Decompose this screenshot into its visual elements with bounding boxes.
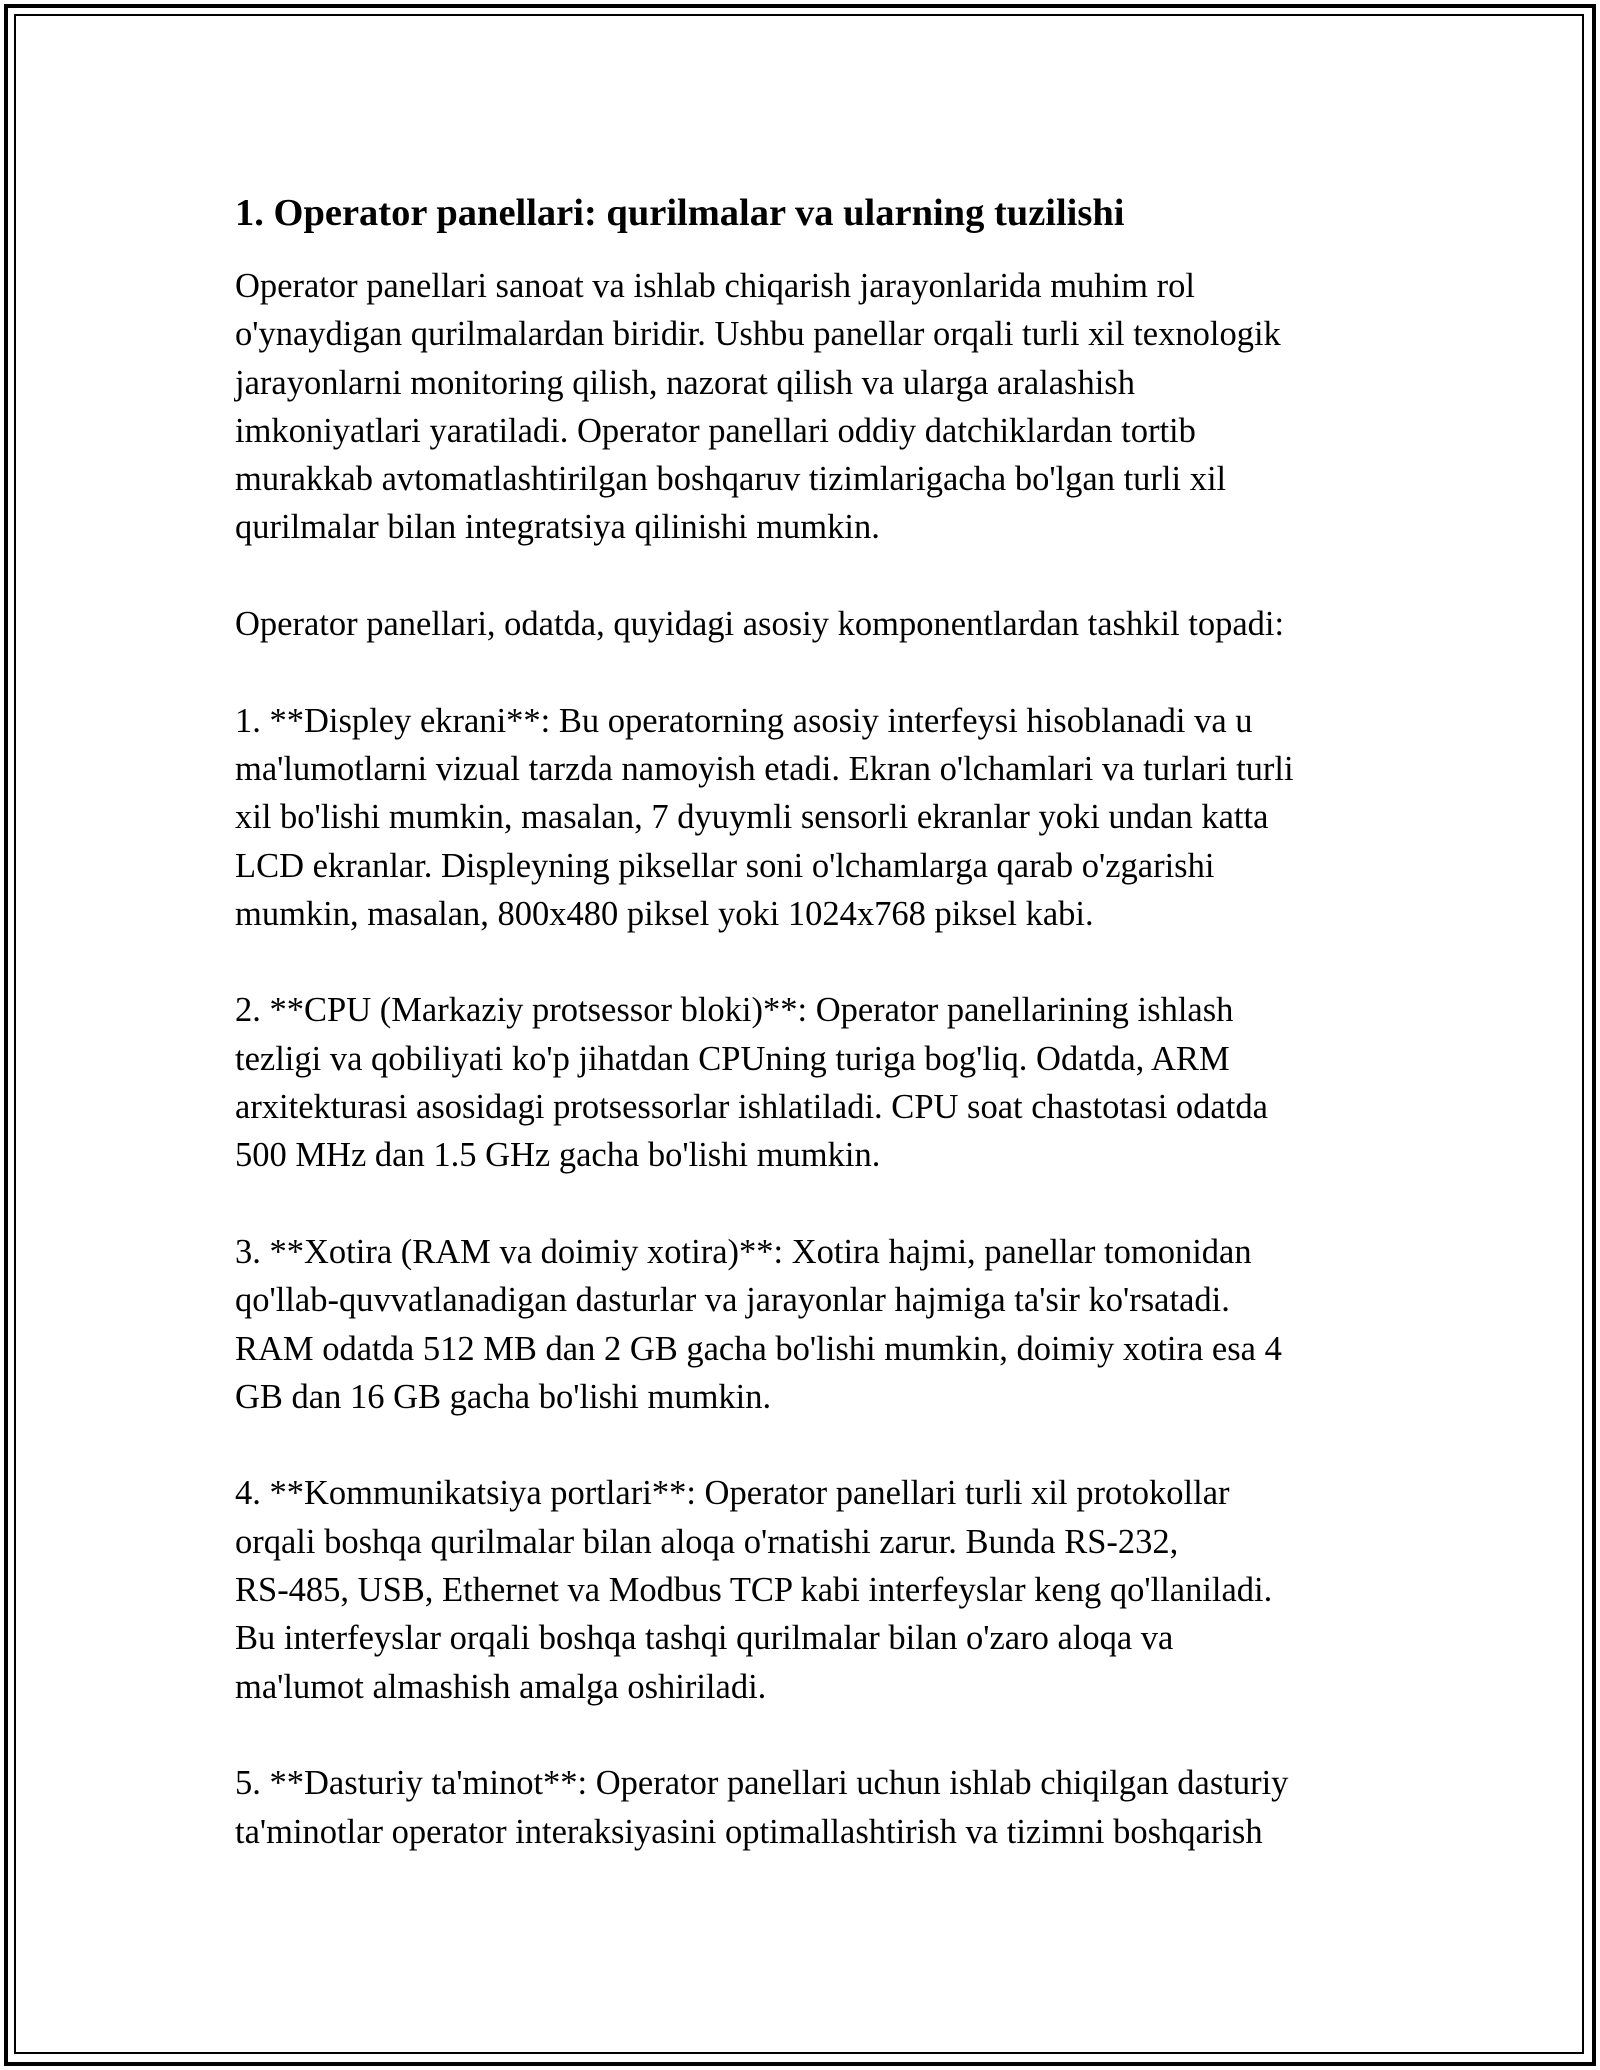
components-intro-paragraph: Operator panellari, odatda, quyidagi asosiy komponentlardan tashkil topadi: <box>235 605 1285 644</box>
document-page <box>235 186 1375 1904</box>
list-item-cpu: 2. **CPU (Markaziy protsessor bloki)**: Operator panellarining ishlash tezligi va qobiliyati ko'p jihatdan CPUning turiga bog'liq. Odatda, ARM arxitekturasi asosidagi protsessorlar ishlatiladi. CPU soat chastotasi odatda 500 MHz dan 1.5 GHz gacha bo'lishi mumkin. <box>235 991 1268 1175</box>
list-item-software: 5. **Dasturiy ta'minot**: Operator panellari uchun ishlab chiqilgan dasturiy ta'minotlar operator interaksiyasini optimallashtirish va tizimni boshqarish <box>235 1764 1289 1851</box>
intro-paragraph: Operator panellari sanoat va ishlab chiqarish jarayonlarida muhim rol o'ynaydigan qurilmalardan biridir. Ushbu panellar orqali turli xil texnologik jarayonlarni monitoring qilish, nazorat qilish va ularga aralashish imkoniyatlari yaratiladi. Operator panellari oddiy datchiklardan tortib murakkab avtomatlashtirilgan boshqaruv tizimlarigacha bo'lgan turli xil qurilmalar bilan integratsiya qilinishi mumkin. <box>235 267 1281 547</box>
section-title: 1. Operator panellari: qurilmalar va ularning tuzilishi <box>235 192 1125 234</box>
list-item-display: 1. **Displey ekrani**: Bu operatorning asosiy interfeysi hisoblanadi va u ma'lumotlarni vizual tarzda namoyish etadi. Ekran o'lchamlari va turlari turli xil bo'lishi mumkin, masalan, 7 dyuymli sensorli ekranlar yoki undan katta LCD ekranlar. Displeyning piksellar soni o'lchamlarga qarab o'zgarishi mumkin, masalan, 800x480 piksel yoki 1024x768 piksel kabi. <box>235 701 1294 933</box>
list-item-memory: 3. **Xotira (RAM va doimiy xotira)**: Xotira hajmi, panellar tomonidan qo'llab-quvvatlanadigan dasturlar va jarayonlar hajmiga ta'sir ko'rsatadi. RAM odatda 512 MB dan 2 GB gacha bo'lishi mumkin, doimiy xotira esa 4 GB dan 16 GB gacha bo'lishi mumkin. <box>235 1232 1282 1416</box>
list-item-communication-ports: 4. **Kommunikatsiya portlari**: Operator panellari turli xil protokollar orqali boshqa qurilmalar bilan aloqa o'rnatishi zarur. Bunda RS-232, RS-485, USB, Ethernet va Modbus TCP kabi interfeyslar keng qo'llaniladi. Bu interfeyslar orqali boshqa tashqi qurilmalar bilan o'zaro aloqa va ma'lumot almashish amalga oshiriladi. <box>235 1474 1273 1706</box>
